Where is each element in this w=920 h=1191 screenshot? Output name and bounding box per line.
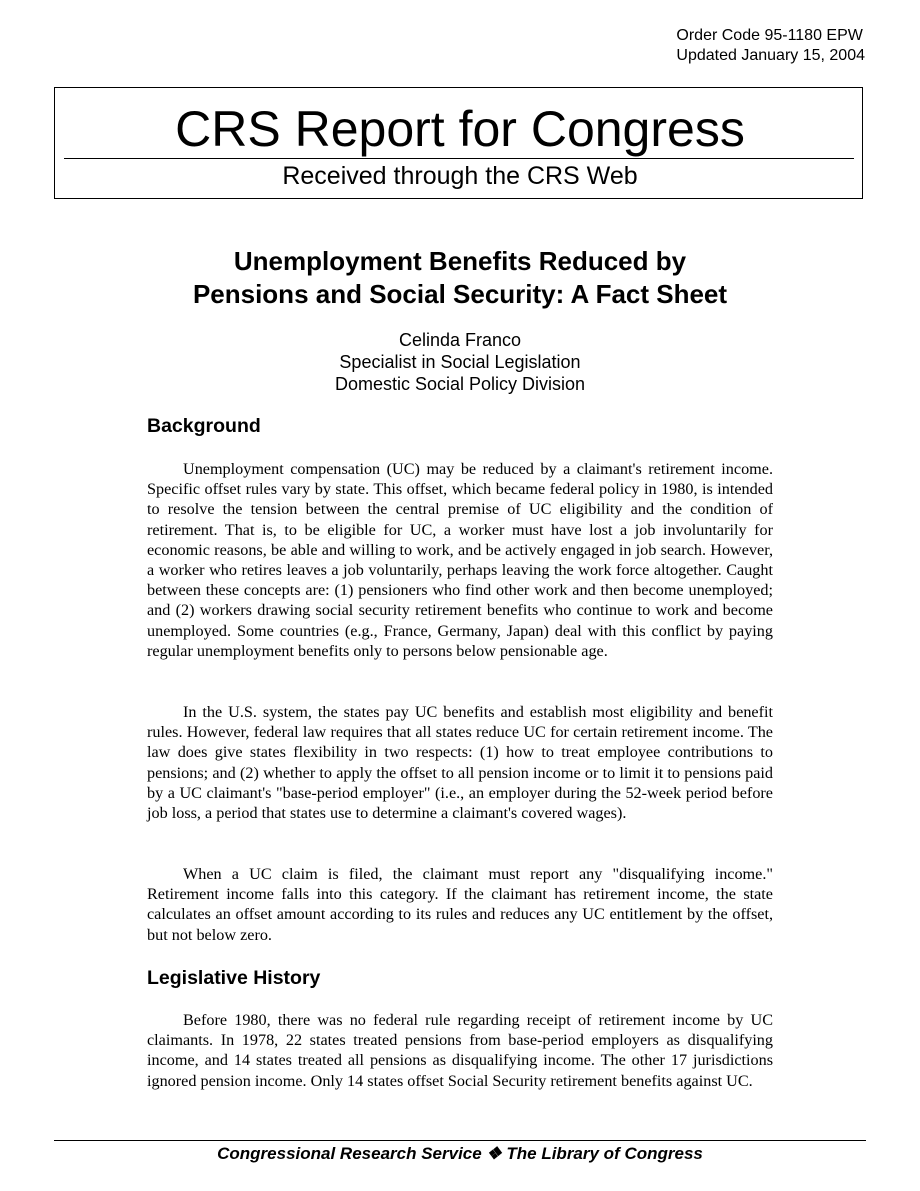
background-paragraph-1: Unemployment compensation (UC) may be reduced by a claimant's retirement income. Specific offset rules vary by state. This offset, which became federal policy in 1980, is intended to resolve the tension between the central premise of UC eligibility and the condition of retirement. That is, to be eligible for UC, a worker must have lost a job involuntarily for economic reasons, be able and willing to work, and be actively engaged in job search. However, a worker who retires leaves a job voluntarily, perhaps leaving the work force altogether. Caught between these concepts are: (1) pensioners who find other work and then become unemployed; and (2) workers drawing social security retirement benefits who continue to work and become unemployed. Some countries (e.g., France, Germany, Japan) deal with this conflict by paying regular unemployment benefits only to persons below pensionable age. (147, 460, 773, 660)
background-paragraph-3: When a UC claim is filed, the claimant must report any "disqualifying income." Retirement income falls into this category. If the claimant has retirement income, the state calculates an offset amount according to its rules and reduces any UC entitlement by the offset, but not below zero. (147, 865, 773, 944)
order-code-block (676, 26, 865, 66)
section-heading-legislative-history: Legislative History (147, 967, 321, 989)
banner-subtitle: Received through the CRS Web (282, 162, 638, 190)
legislative-history-paragraph-1: Before 1980, there was no federal rule regarding receipt of retirement income by UC claimants. In 1978, 22 states treated pensions from base-period employers as disqualifying income, and 14 states treated all pensions as disqualifying income. The other 17 jurisdictions ignored pension income. Only 14 states offset Social Security retirement benefits against UC. (147, 1011, 773, 1090)
document-title-line-1: Unemployment Benefits Reduced by (233, 246, 687, 276)
footer-credit: Congressional Research Service ❖ The Library of Congress (217, 1144, 703, 1163)
author-name: Celinda Franco (398, 330, 522, 350)
order-code: Order Code 95-1180 EPW (676, 27, 863, 44)
section-heading-background: Background (147, 415, 261, 437)
banner-divider (64, 158, 854, 159)
author-division: Domestic Social Policy Division (334, 374, 586, 394)
background-paragraph-2: In the U.S. system, the states pay UC benefits and establish most eligibility and benefit rules. However, federal law requires that all states reduce UC for certain retirement income. The law does give states flexibility in two respects: (1) how to treat employee contributions to pensions; and (2) whether to apply the offset to all pension income or to limit it to pensions paid by a UC claimant's "base-period employer" (i.e., an employer during the 52-week period before job loss, a period that states use to determine a claimant's covered wages). (147, 703, 773, 823)
document-title-line-2: Pensions and Social Security: A Fact Sheet (192, 279, 728, 309)
author-block (0, 329, 920, 395)
document-title (0, 245, 920, 311)
banner-title: CRS Report for Congress (175, 101, 745, 157)
updated-date: Updated January 15, 2004 (676, 47, 865, 64)
footer-divider (54, 1140, 866, 1141)
author-title: Specialist in Social Legislation (339, 352, 581, 372)
